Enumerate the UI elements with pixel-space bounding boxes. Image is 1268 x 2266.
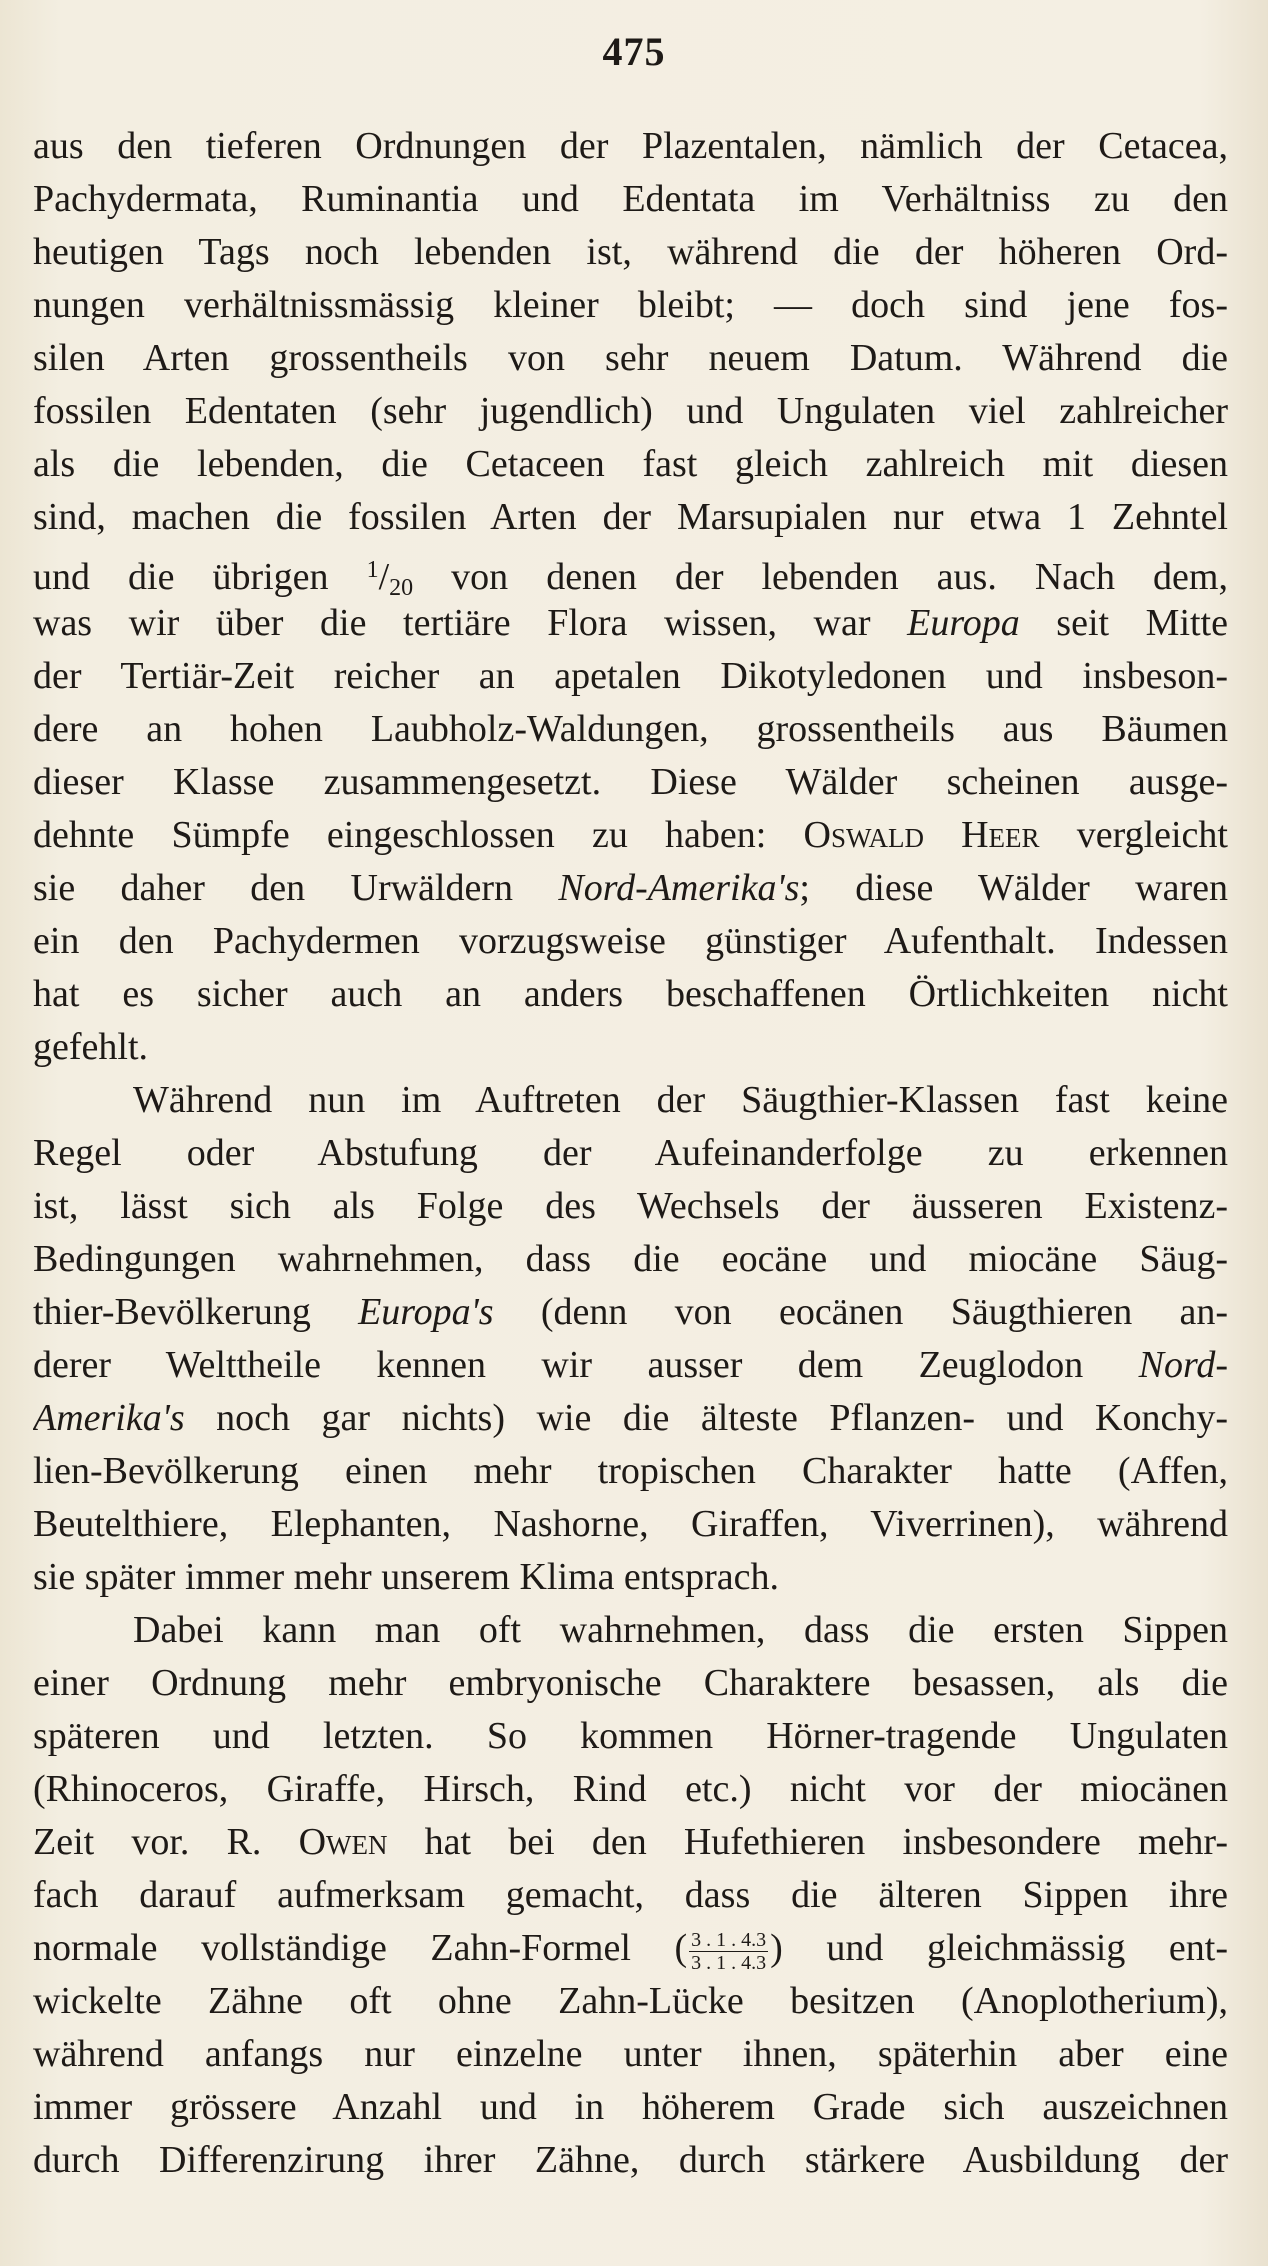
text-line [33,809,1228,862]
text-run: silen Arten grossentheils von sehr neuem Datum. Während die [33,337,1228,379]
text-line [33,332,1228,385]
text-line [33,1869,1228,1922]
text-line [33,385,1228,438]
small-caps-name: Oswald Heer [803,814,1040,856]
text-run: gefehlt. [33,1026,149,1068]
text-line [33,1922,1228,1975]
text-line [33,1816,1228,1869]
text-line [33,2134,1228,2187]
text-line [33,1657,1228,1710]
dental-formula-fraction [689,1929,768,1974]
text-run: noch gar nichts) wie die älteste Pflanzen- und Konchy- [184,1397,1228,1439]
text-run: Bedingungen wahrnehmen, dass die eocäne und miocäne Säug- [33,1238,1228,1280]
text-run: heutigen Tags noch lebenden ist, während die der höheren Ord- [33,231,1228,273]
italic-text: Nord- [1138,1344,1228,1386]
small-caps-name: Owen [298,1821,388,1863]
text-line [33,544,1228,597]
text-line [33,226,1228,279]
text-run: dehnte Sümpfe eingeschlossen zu haben: [33,814,804,856]
text-line [33,597,1228,650]
text-run: Pachydermata, Ruminantia und Edentata im Verhältniss zu den [33,178,1228,220]
text-line [33,1021,1228,1074]
text-line [33,1975,1228,2028]
text-run: Regel oder Abstufung der Aufeinanderfolge zu erkennen [33,1132,1228,1174]
text-line [33,756,1228,809]
text-run: Während nun im Auftreten der Säugthier-Klassen fast keine [133,1079,1228,1121]
text-run: ) und gleichmässig ent- [770,1927,1228,1969]
text-run: von denen der lebenden aus. Nach dem, [413,556,1228,597]
italic-text: Europa [907,602,1020,644]
text-run: sie daher den Urwäldern [33,867,559,909]
text-line [33,279,1228,332]
text-run: (Rhinoceros, Giraffe, Hirsch, Rind etc.) nicht vor der miocänen [33,1768,1228,1810]
text-run: Zeit vor. R. [33,1821,299,1863]
text-run: lien-Bevölkerung einen mehr tropischen Charakter hatte (Affen, [33,1450,1228,1492]
italic-text: Nord-Amerika's [558,867,800,909]
text-run: 20 [389,575,414,597]
text-run: ein den Pachydermen vorzugsweise günstiger Aufenthalt. Indessen [33,920,1228,962]
text-run: späteren und letzten. So kommen Hörner-tragende Ungulaten [33,1715,1228,1757]
text-line [33,1127,1228,1180]
body-text [33,120,1228,2187]
text-line [33,703,1228,756]
text-run: aus den tieferen Ordnungen der Plazentalen, nämlich der Cetacea, [33,125,1228,167]
text-line [33,1339,1228,1392]
text-run: nungen verhältnissmässig kleiner bleibt; — doch sind jene fos- [33,284,1228,326]
text-line [33,1233,1228,1286]
fraction-numerator: 3 . 1 . 4.3 [691,1928,767,1951]
text-line [33,1074,1228,1127]
text-run: dieser Klasse zusammengesetzt. Diese Wälder scheinen ausge- [33,761,1228,803]
text-line [33,1180,1228,1233]
text-line [33,1710,1228,1763]
text-run: hat bei den Hufethieren insbesondere mehr- [387,1821,1228,1863]
text-line [33,2028,1228,2081]
fraction-denominator: 3 . 1 . 4.3 [691,1951,767,1974]
text-line [33,438,1228,491]
italic-text: Amerika's [33,1397,185,1439]
text-line [33,1445,1228,1498]
text-line [33,862,1228,915]
text-line [33,1604,1228,1657]
text-run: thier-Bevölkerung [33,1291,359,1333]
text-line [33,2081,1228,2134]
italic-text: Europa's [358,1291,494,1333]
text-run: was wir über die tertiäre Flora wissen, war [33,602,908,644]
text-run: und die übrigen [33,556,367,597]
text-run: fossilen Edentaten (sehr jugendlich) und Ungulaten viel zahlreicher [33,390,1228,432]
text-run: sie später immer mehr unserem Klima entsprach. [33,1556,780,1598]
text-line [33,1763,1228,1816]
text-run: Beutelthiere, Elephanten, Nashorne, Giraffen, Viverrinen), während [33,1503,1228,1545]
text-run: ; diese Wälder waren [799,867,1228,909]
text-line [33,491,1228,544]
text-run: normale vollständige Zahn-Formel ( [33,1927,688,1969]
text-line [33,120,1228,173]
text-run: ist, lässt sich als Folge des Wechsels der äusseren Existenz- [33,1185,1228,1227]
text-line [33,1286,1228,1339]
text-run: sind, machen die fossilen Arten der Marsupialen nur etwa 1 Zehntel [33,496,1228,538]
text-run: derer Welttheile kennen wir ausser dem Zeuglodon [33,1344,1139,1386]
text-line [33,173,1228,226]
page-number: 475 [602,29,666,74]
text-run: der Tertiär-Zeit reicher an apetalen Dikotyledonen und insbeson- [33,655,1228,697]
text-line [33,1551,1228,1604]
text-run: immer grössere Anzahl und in höherem Grade sich auszeichnen [33,2086,1228,2128]
text-run: während anfangs nur einzelne unter ihnen, späterhin aber eine [33,2033,1228,2075]
text-line [33,968,1228,1021]
text-line [33,1392,1228,1445]
text-line [33,650,1228,703]
text-run: vergleicht [1039,814,1228,856]
text-run: fach darauf aufmerksam gemacht, dass die älteren Sippen ihre [33,1874,1228,1916]
text-run: (denn von eocänen Säugthieren an- [493,1291,1228,1333]
text-line [33,915,1228,968]
text-run: durch Differenzirung ihrer Zähne, durch stärkere Ausbildung der [33,2139,1228,2181]
text-run: Dabei kann man oft wahrnehmen, dass die ersten Sippen [133,1609,1228,1651]
text-run: 1 [366,557,379,583]
text-run: dere an hohen Laubholz-Waldungen, grossentheils aus Bäumen [33,708,1228,750]
text-run: als die lebenden, die Cetaceen fast gleich zahlreich mit diesen [33,443,1228,485]
text-run: / [378,556,390,597]
text-run: wickelte Zähne oft ohne Zahn-Lücke besitzen (Anoplotherium), [33,1980,1228,2022]
text-run: hat es sicher auch an anders beschaffenen Örtlichkeiten nicht [33,973,1228,1015]
text-line [33,1498,1228,1551]
text-run: seit Mitte [1019,602,1228,644]
text-run: einer Ordnung mehr embryonische Charaktere besassen, als die [33,1662,1228,1704]
